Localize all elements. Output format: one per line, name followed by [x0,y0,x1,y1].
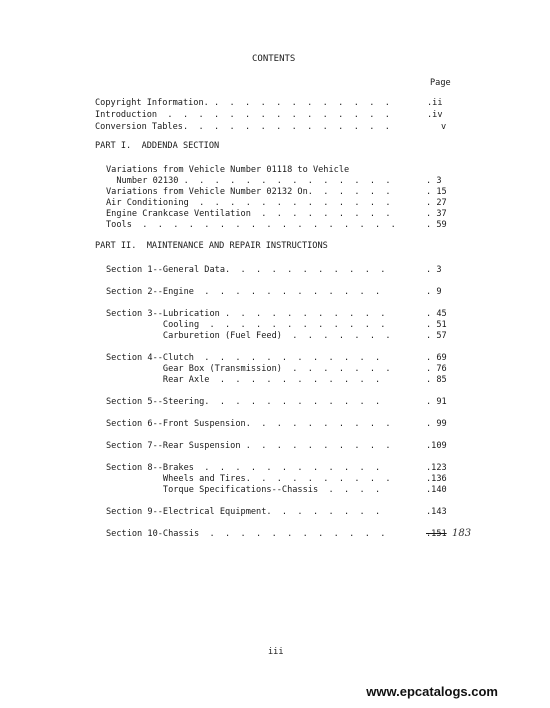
toc-entry-gearbox: Gear Box (Transmission) . . . . . . . [106,364,391,374]
toc-page-section3: . 45 [426,309,447,319]
toc-entry-cooling: Cooling . . . . . . . . . . . . [106,320,386,330]
toc-entry-part1-4: Engine Crankcase Ventilation . . . . . . . . . [106,209,391,219]
toc-entry-section4: Section 4--Clutch . . . . . . . . . . . . [106,353,381,363]
toc-entry-copyright: Copyright Information. . . . . . . . . . . . . [95,98,390,108]
toc-page-section2: . 9 [426,287,442,297]
toc-entry-section3: Section 3--Lubrication . . . . . . . . . . . [106,309,386,319]
toc-page-introduction: .iv [427,110,443,120]
toc-entry-conversion: Conversion Tables. . . . . . . . . . . . . . [95,122,390,132]
toc-page-section5: . 91 [426,397,447,407]
toc-page-section1: . 3 [426,265,442,275]
toc-entry-section5: Section 5--Steering. . . . . . . . . . . . [106,397,381,407]
toc-page-rear-axle: . 85 [426,375,447,385]
toc-page-part1-1: . 3 [426,176,442,186]
toc-page-conversion: v [441,122,447,132]
toc-entry-section7: Section 7--Rear Suspension . . . . . . . . . . [106,441,391,451]
toc-page-section10-struck: .151 [426,529,447,539]
toc-page-gearbox: . 76 [426,364,447,374]
toc-entry-carburetion: Carburetion (Fuel Feed) . . . . . . . [106,331,391,341]
toc-entry-section6: Section 6--Front Suspension. . . . . . . . . . [106,419,391,429]
toc-page-section7: .109 [426,441,447,451]
toc-page-part1-2: . 15 [426,187,447,197]
toc-entry-part1-1: Number 02130 . . . . . . . . . . . . . . [106,176,391,186]
page-title: CONTENTS [252,54,296,64]
toc-page-part1-4: . 37 [426,209,447,219]
toc-page-carburetion: . 57 [426,331,447,341]
footer-page-number: iii [268,647,284,657]
toc-entry-introduction: Introduction . . . . . . . . . . . . . . . [95,110,390,120]
part1-variations-line: Variations from Vehicle Number 01118 to Vehicle [106,165,350,175]
toc-page-part1-5: . 59 [426,220,447,230]
toc-entry-part1-3: Air Conditioning . . . . . . . . . . . . . [106,198,391,208]
handwritten-correction: 183 [452,528,472,539]
toc-entry-section10: Section 10-Chassis . . . . . . . . . . . . [106,529,386,539]
toc-entry-part1-2: Variations from Vehicle Number 02132 On. . . . . . [106,187,391,197]
toc-page-part1-3: . 27 [426,198,447,208]
toc-entry-section2: Section 2--Engine . . . . . . . . . . . . [106,287,381,297]
toc-entry-rear-axle: Rear Axle . . . . . . . . . . . [106,375,381,385]
toc-page-wheels: .136 [426,474,447,484]
page-column-header: Page [430,78,451,88]
toc-page-section4: . 69 [426,353,447,363]
toc-page-section8: .123 [426,463,447,473]
toc-entry-torque: Torque Specifications--Chassis . . . . [106,485,381,495]
toc-page-copyright: .ii [427,98,443,108]
toc-page-cooling: . 51 [426,320,447,330]
toc-entry-wheels: Wheels and Tires. . . . . . . . . . [106,474,391,484]
watermark-logo: www.epcatalogs.com [366,684,498,699]
toc-entry-section1: Section 1--General Data. . . . . . . . . . . [106,265,386,275]
part1-heading: PART I. ADDENDA SECTION [95,141,220,151]
toc-page-section9: .143 [426,507,447,517]
toc-entry-part1-5: Tools . . . . . . . . . . . . . . . . . [106,220,396,230]
toc-page-torque: .140 [426,485,447,495]
toc-entry-section9: Section 9--Electrical Equipment. . . . . . . . [106,507,381,517]
part2-heading: PART II. MAINTENANCE AND REPAIR INSTRUCTIONS [95,241,328,251]
toc-page-section6: . 99 [426,419,447,429]
toc-entry-section8: Section 8--Brakes . . . . . . . . . . . . [106,463,381,473]
